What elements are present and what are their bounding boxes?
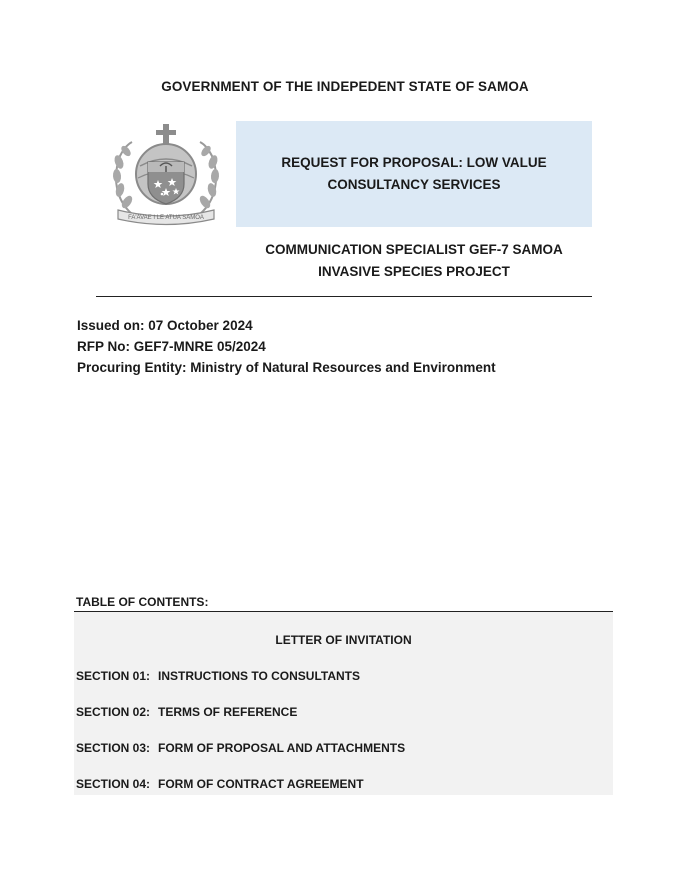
rfp-number-line: [77, 336, 496, 357]
toc-section-number: SECTION 02:: [76, 705, 151, 719]
toc-section-name: INSTRUCTIONS TO CONSULTANTS: [158, 669, 360, 683]
toc-section-name: FORM OF PROPOSAL AND ATTACHMENTS: [158, 741, 406, 755]
rfp-title-line1: REQUEST FOR PROPOSAL: LOW VALUE: [281, 155, 547, 170]
header-divider: [96, 296, 592, 297]
samoa-coat-of-arms-logo: [110, 122, 222, 228]
project-title-line2: INVASIVE SPECIES PROJECT: [318, 264, 510, 279]
toc-heading: TABLE OF CONTENTS:: [76, 595, 209, 609]
procuring-entity-label: Procuring Entity:: [77, 360, 187, 375]
toc-letter-of-invitation[interactable]: [74, 633, 613, 647]
rfp-number-label: RFP No:: [77, 339, 130, 354]
issued-on-label: Issued on:: [77, 318, 145, 333]
rfp-number-value: GEF7-MNRE 05/2024: [133, 339, 266, 354]
project-title-line1: COMMUNICATION SPECIALIST GEF-7 SAMOA: [265, 242, 563, 257]
toc-section-name: TERMS OF REFERENCE: [158, 705, 298, 719]
table-of-contents: [74, 612, 613, 795]
procuring-entity-value: Ministry of Natural Resources and Environment: [190, 360, 496, 375]
toc-section-name: FORM OF CONTRACT AGREEMENT: [158, 777, 364, 791]
rfp-metadata: [77, 315, 496, 378]
rfp-title-box: [236, 121, 592, 227]
toc-section-number: SECTION 03:: [76, 741, 151, 755]
toc-section-number: SECTION 01:: [76, 669, 151, 683]
project-title: [236, 239, 592, 283]
toc-letter-label: LETTER OF INVITATION: [275, 633, 412, 647]
procuring-entity-line: [77, 357, 496, 378]
rfp-title-line2: CONSULTANCY SERVICES: [327, 177, 501, 192]
seal-motto: FA'AVAE I LE ATUA SAMOA: [128, 215, 204, 221]
issued-on-line: [77, 315, 496, 336]
government-title: GOVERNMENT OF THE INDEPEDENT STATE OF SAMOA: [161, 79, 529, 94]
issued-on-value: 07 October 2024: [148, 318, 253, 333]
toc-section-number: SECTION 04:: [76, 777, 151, 791]
